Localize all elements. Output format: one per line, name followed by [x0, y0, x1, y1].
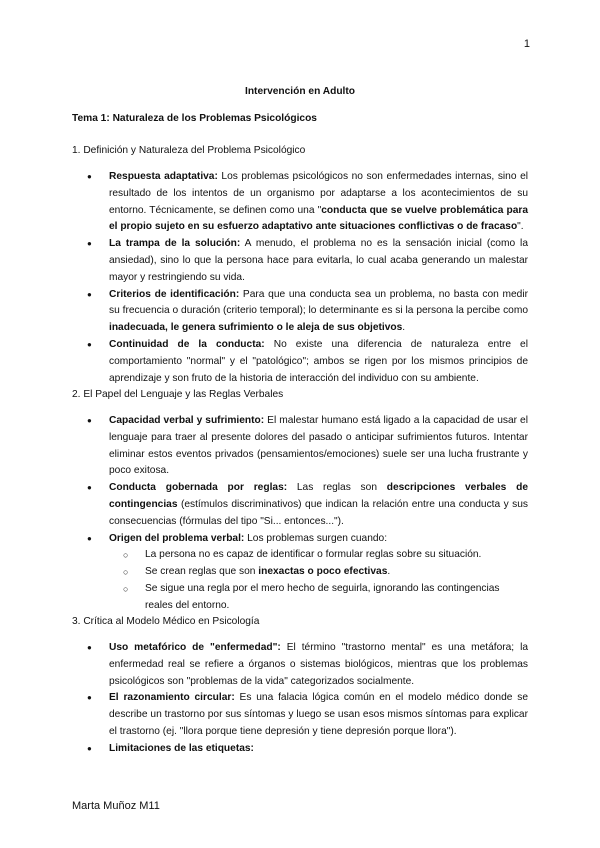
item-label: La trampa de la solución:: [109, 238, 241, 250]
item-label: Capacidad verbal y sufrimiento:: [109, 415, 265, 426]
list-item: [72, 337, 528, 387]
list-item: [72, 531, 528, 615]
item-text: Los problemas psicológicos no son enfermedades internas, sino el resultado de los intentos de un organismo por adaptarse a los acontecimientos de su entorno. Técnicamente, se definen como una ": [109, 171, 528, 216]
item-label: Limitaciones de las etiquetas:: [109, 742, 254, 754]
list-item: [72, 413, 528, 480]
sub-list-item: [109, 564, 528, 581]
list-item: [72, 287, 528, 337]
item-text: El término "trastorno mental" es una metáfora; la enfermedad real se refiere a órganos o sistemas biológicos, mientras que los problemas psicológicos son "problemas de la vida" categorizados socialmente.: [109, 642, 529, 687]
item-label: Conducta gobernada por reglas:: [109, 482, 288, 494]
item-text: Los problemas surgen cuando:: [244, 532, 388, 544]
item-text: A menudo, el problema no es la sensación inicial (como la ansiedad), sino lo que la persona hace para evitarla, lo cual acaba generando un malestar mayor y restringiendo su vida.: [109, 238, 528, 283]
item-text: ".: [517, 221, 524, 233]
item-text: Se crean reglas que son: [145, 566, 259, 578]
item-text: Para que una conducta sea un problema, no basta con medir su frecuencia o duración (criterio temporal); lo determinante es si la persona la percibe como: [109, 288, 528, 317]
section-3-heading: 3. Crítica al Modelo Médico en Psicología: [72, 616, 260, 627]
section-2-list: [72, 413, 528, 615]
item-label: Respuesta adaptativa:: [109, 171, 218, 182]
item-label: Criterios de identificación:: [109, 288, 240, 300]
item-text: .: [402, 322, 406, 334]
item-emphasis: descripciones verbales de contingencias: [109, 482, 528, 510]
list-item: [72, 480, 528, 530]
section-2-heading: 2. El Papel del Lenguaje y las Reglas Verbales: [72, 389, 284, 400]
list-item: [72, 690, 528, 740]
section-1-heading: 1. Definición y Naturaleza del Problema Psicológico: [72, 145, 306, 156]
item-text: .: [387, 566, 391, 578]
item-text: El malestar humano está ligado a la capacidad de usar el lenguaje para traer al presente dolores del pasado o anticipar sufrimientos futuros. Intentar eliminar estos eventos privados (pensamientos/emociones) suele ser una lucha frustrante y poco exitosa.: [109, 415, 528, 477]
topic-heading: Tema 1: Naturaleza de los Problemas Psicológicos: [72, 113, 317, 124]
item-text: Las reglas son: [287, 482, 387, 494]
section-1-list: [72, 169, 528, 387]
item-label: Uso metafórico de "enfermedad":: [109, 642, 281, 653]
page-number: 1: [523, 38, 530, 50]
item-label: Origen del problema verbal:: [109, 532, 245, 544]
item-label: Continuidad de la conducta:: [109, 338, 265, 350]
list-item: [72, 169, 528, 236]
document-title: Intervención en Adulto: [245, 86, 355, 97]
page-footer: Marta Muñoz M11: [72, 800, 160, 812]
list-item: [72, 236, 528, 286]
sub-list: [109, 547, 528, 614]
list-item: [72, 640, 528, 690]
item-emphasis: inexactas o poco efectivas: [258, 566, 388, 578]
item-emphasis: inadecuada, le genera sufrimiento o le aleja de sus objetivos: [109, 322, 403, 334]
item-text: Se sigue una regla por el mero hecho de seguirla, ignorando las contingencias reales del entorno.: [145, 582, 500, 611]
item-emphasis: conducta que se vuelve problemática para el propio sujeto en su esfuerzo adaptativo ante situaciones conflictivas o de fracaso: [109, 204, 528, 233]
item-text: No existe una diferencia de naturaleza entre el comportamiento "normal" y el "patológico"; ambos se rigen por los mismos principios de aprendizaje y son fruto de la historia de interacción del individuo con su ambiente.: [109, 338, 528, 384]
section-3-list: [72, 640, 528, 758]
item-text: La persona no es capaz de identificar o formular reglas sobre su situación.: [145, 549, 482, 561]
item-text: (estímulos discriminativos) que indican la relación entre una conducta y sus consecuencias (fórmulas del tipo "Si... entonces...").: [109, 498, 528, 527]
item-text: Es una falacia lógica común en el modelo médico donde se describe un trastorno por sus síntomas y luego se usan esos mismos síntomas para explicar el trastorno (ej. "llora porque tiene depresión y tiene depresión porque llora").: [109, 692, 528, 737]
list-item: [72, 741, 528, 758]
item-label: El razonamiento circular:: [109, 692, 235, 704]
sub-list-item: [109, 581, 528, 615]
sub-list-item: [109, 547, 528, 564]
